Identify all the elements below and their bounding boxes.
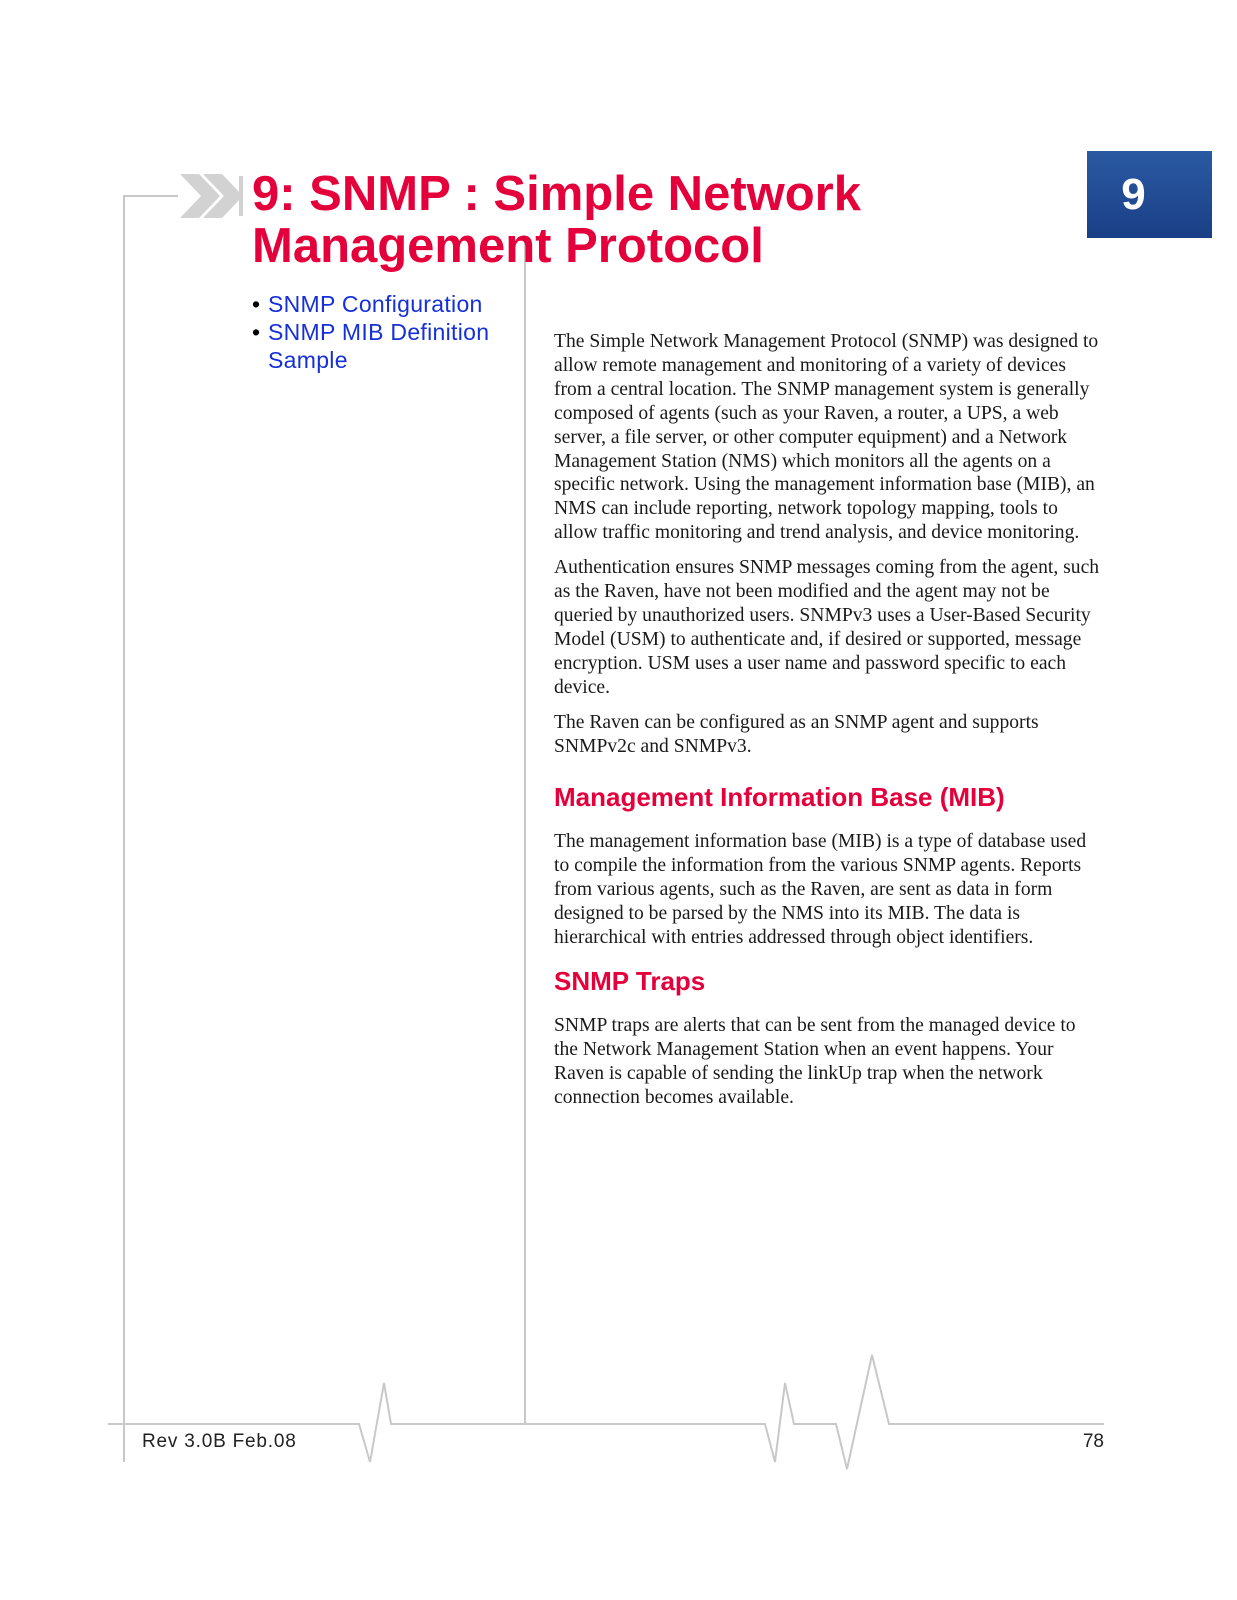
frame-line-top-left bbox=[124, 196, 178, 1462]
toc-link-snmp-configuration[interactable]: SNMP Configuration bbox=[268, 291, 483, 317]
traps-paragraph: SNMP traps are alerts that can be sent from the managed device to the Network Management Station when an event happens. Your Raven is capable of sending the linkUp trap when the network connection becomes available. bbox=[554, 1014, 1076, 1108]
body-column bbox=[554, 330, 1104, 1121]
bullet-icon: • bbox=[252, 291, 261, 317]
section-heading-snmp-traps: SNMP Traps bbox=[554, 965, 706, 996]
chapter-contents-list bbox=[252, 290, 522, 374]
toc-item-snmp-configuration bbox=[252, 290, 522, 318]
chapter-title-line-2: Management Protocol bbox=[252, 219, 764, 273]
footer-page-number: 78 bbox=[1082, 1431, 1104, 1452]
chevron-icon bbox=[180, 174, 243, 218]
intro-paragraph-2: Authentication ensures SNMP messages coming from the agent, such as the Raven, have not been modified and the agent may not be queried by unauthorized users. SNMPv3 uses a User-Based Security Model (USM) to authenticate and, if desired or supported, message encryption. USM uses a user name and password specific to each device. bbox=[554, 557, 1100, 698]
mib-paragraph: The management information base (MIB) is a type of database used to compile the information from the various SNMP agents. Reports from various agents, such as the Raven, are sent as data in form designed to be parsed by the NMS into its MIB. The data is hierarchical with entries addressed through object identifiers. bbox=[554, 831, 1087, 949]
bullet-icon: • bbox=[252, 319, 261, 345]
chapter-title bbox=[252, 168, 1052, 272]
title-marker-bar bbox=[239, 176, 243, 216]
footer-revision: Rev 3.0B Feb.08 bbox=[142, 1431, 297, 1452]
section-heading-mib: Management Information Base (MIB) bbox=[554, 782, 1005, 813]
chapter-title-line-1: 9: SNMP : Simple Network bbox=[252, 167, 862, 221]
chapter-number-tab: 9 bbox=[1087, 151, 1212, 238]
toc-link-snmp-mib-definition-sample[interactable]: SNMP MIB Definition Sample bbox=[268, 319, 490, 373]
intro-paragraph-3: The Raven can be configured as an SNMP agent and supports SNMPv2c and SNMPv3. bbox=[554, 711, 1039, 757]
intro-paragraph-1: The Simple Network Management Protocol (SNMP) was designed to allow remote management and monitoring of a variety of devices from a central location. The SNMP management system is generally composed of agents (such as your Raven, a router, a UPS, a web server, a file server, or other computer equipment) and a Network Management Station (NMS) which monitors all the agents on a specific network. Using the management information base (MIB), an NMS can include reporting, network topology mapping, tools to allow traffic monitoring and trend analysis, and device monitoring. bbox=[554, 331, 1099, 544]
toc-item-snmp-mib-definition bbox=[252, 318, 522, 374]
